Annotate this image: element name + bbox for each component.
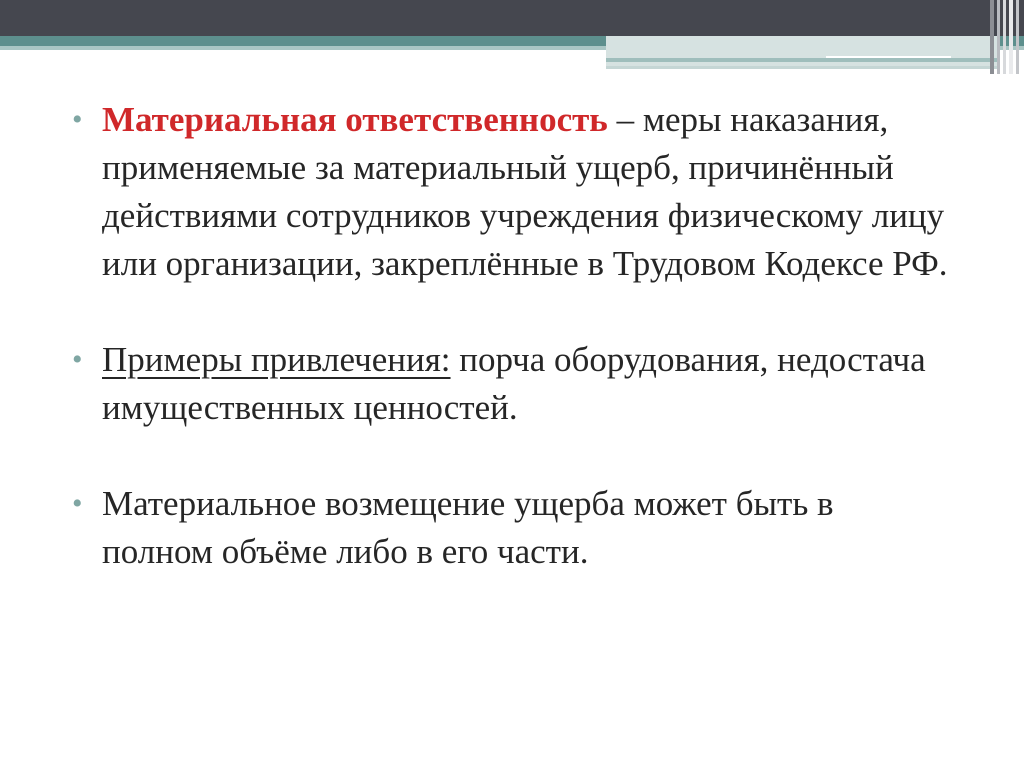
header-highlight-line	[826, 56, 951, 58]
header-stripe	[1016, 0, 1019, 74]
header-stripe	[997, 0, 1000, 74]
header-stripe	[990, 0, 994, 74]
bullet-icon: •	[72, 343, 83, 376]
examples-label: Примеры привлечения:	[102, 340, 451, 379]
slide-content	[72, 96, 972, 624]
header-right-line	[606, 58, 1000, 62]
term-heading: Материальная ответственность	[102, 100, 608, 139]
header-stripe	[1009, 0, 1013, 74]
bullet-item-definition	[72, 96, 962, 288]
bullet-item-examples	[72, 336, 982, 432]
header-right-block	[606, 36, 1000, 68]
header-bar	[0, 0, 1024, 36]
header-right-line	[606, 66, 1000, 69]
bullet-item-compensation	[72, 480, 922, 576]
bullet-icon: •	[72, 487, 83, 520]
definition-text: – меры наказания, применяемые за материальный ущерб, причинённый действиями сотрудников учреждения физическому лицу или организации, закреплённые в Трудовом Кодексе РФ.	[102, 100, 948, 283]
compensation-text: Материальное возмещение ущерба может быть в полном объёме либо в его части.	[102, 484, 834, 571]
header-stripe	[1003, 0, 1006, 74]
examples-text: порча оборудования, недостача имущественных ценностей.	[102, 340, 926, 427]
bullet-icon: •	[72, 103, 83, 136]
